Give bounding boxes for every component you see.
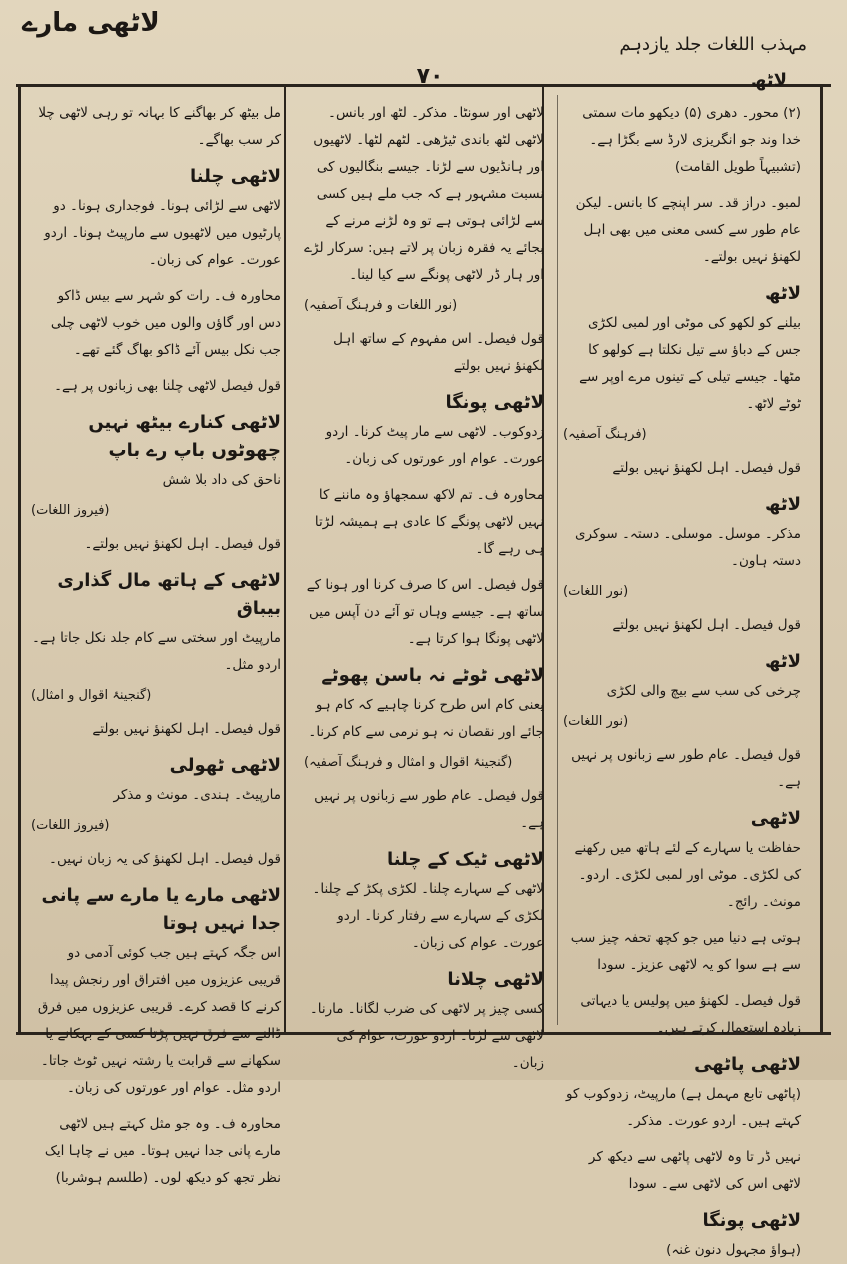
dictionary-entry xyxy=(563,805,801,916)
inner-column-rule xyxy=(557,95,558,1025)
entry-text: یعنی کام اس طرح کرنا چاہیے کہ کام ہو جائے اور نقصان نہ ہو نرمی سے کام کرنا۔ xyxy=(308,697,544,740)
entry-text: قول فیصل۔ عام طور سے زبانوں پر نہیں ہے۔ xyxy=(571,747,801,790)
entry-text: قول فیصل۔ اہل لکھنؤ نہیں بولتے xyxy=(612,460,801,476)
entry-text: قول فیصل۔ اہل لکھنؤ نہیں بولتے۔ xyxy=(84,536,281,552)
entry-headword: لاٹھ xyxy=(765,651,801,672)
dictionary-entry xyxy=(31,882,281,1102)
entry-text: چرخی کی سب سے بیچ والی لکڑی xyxy=(606,683,801,699)
running-title-left: لاٹھی مارے xyxy=(22,8,160,38)
dictionary-entry xyxy=(563,455,801,482)
page-number: ۷۰ xyxy=(416,64,444,89)
entry-text: محاورہ ف۔ تم لاکھ سمجھاؤ وہ ماننے کا نہیں لاٹھی پونگے کا عادی ہے ہمیشہ لڑتا ہی رہے گا۔ xyxy=(314,487,544,557)
entry-text: (ہواؤ مجہول دنون غنہ) xyxy=(666,1242,801,1258)
entry-headword: لاٹھی پاٹھی xyxy=(694,1054,801,1075)
entry-text: لاٹھی اور سونٹا۔ مذکر۔ لٹھ اور بانس۔ لاٹھی لٹھ باندی ٹیڑھی۔ لٹھم لٹھا۔ لاٹھیوں اور ہانڈیوں سے لڑنا۔ جیسے بنگالیوں کی نسبت مشہور ہے کہ جب ملے ہیں کسی سے لڑائی ہوتی ہے تو وہ لڑنے مرنے کے بجائے یہ فقرہ زبان پر لاتے ہیں: سرکار لڑے اور ہار ڈر لاٹھی پونگے سے کیا لینا۔ xyxy=(304,105,544,283)
entry-headword: لاٹھی کے ہاتھ مال گذاری بیباق xyxy=(57,570,281,619)
entry-text: مل بیٹھ کر بھاگنے کا بہانہ تو رہی لاٹھی چلا کر سب بھاگے۔ xyxy=(38,105,281,148)
entry-text: کسی چیز پر لاٹھی کی ضرب لگانا۔ مارنا۔ لاٹھی سے لڑنا۔ اردو عورت، عوام کی زبان۔ xyxy=(309,1001,544,1071)
entry-text: مذکر۔ موسل۔ موسلی۔ دستہ۔ سوکری دستہ ہاون۔ xyxy=(574,526,801,569)
entry-headword: لاٹھی xyxy=(750,808,801,829)
dictionary-entry xyxy=(31,1111,281,1192)
dictionary-entry xyxy=(304,572,544,653)
column-left xyxy=(31,100,281,1186)
dictionary-entry xyxy=(31,100,281,154)
entry-text: بیلنے کو لکھو کی موٹی اور لمبی لکڑی جس کے دباؤ سے تیل نکلتا ہے کولھو کا مٹھا۔ جیسے تیلی کے تینوں مرے اوپر سے ٹوٹے لاٹھ۔ xyxy=(579,315,801,412)
dictionary-entry xyxy=(31,163,281,274)
entry-headword: لاٹھی ٹھولی xyxy=(169,755,281,776)
entry-text: قول فیصل۔ اس کا صرف کرنا اور ہونا کے ساتھ ہے۔ جیسے وہاں تو آئے دن آپس میں لاٹھی پونگا ہوا کرتا ہے۔ xyxy=(306,577,544,647)
dictionary-entry xyxy=(31,567,281,679)
entry-headword: لاٹھی پونگا xyxy=(445,392,544,413)
dictionary-entry xyxy=(563,280,801,418)
column-divider-1 xyxy=(284,84,286,1034)
right-border-rule xyxy=(820,84,823,1034)
entry-source: (فیروز اللغات) xyxy=(31,818,110,833)
entry-text: قول فیصل۔ عام طور سے زبانوں پر نہیں ہے۔ xyxy=(314,788,544,831)
entry-source: (نور اللغات) xyxy=(563,584,629,599)
entry-text: زدوکوب۔ لاٹھی سے مار پیٹ کرنا۔ اردو عورت۔ عوام اور عورتوں کی زبان۔ xyxy=(325,424,544,467)
dictionary-entry xyxy=(563,925,801,979)
entry-source: (گنجینۂ اقوال و امثال و فرہنگ آصفیہ) xyxy=(304,755,513,770)
dictionary-entry xyxy=(304,966,544,1077)
dictionary-entry xyxy=(31,409,281,494)
entry-headword: لاٹھی مارے یا مارے سے پانی جدا نہیں ہوتا xyxy=(41,885,281,934)
entry-headword: لاٹھ xyxy=(765,494,801,515)
dictionary-entry xyxy=(563,491,801,575)
dictionary-entry xyxy=(31,752,281,809)
entry-text: لاٹھی سے لڑائی ہونا۔ فوجداری ہونا۔ دو پارٹیوں میں لاٹھیوں سے مارپیٹ ہونا۔ اردو عورت۔ عوام کی زبان۔ xyxy=(44,198,281,268)
entry-text: نہیں ڈر تا وہ لاٹھی پاٹھی سے دیکھ کر لاٹھی اس کی لاٹھی سے۔ سودا xyxy=(588,1149,801,1192)
entry-text: (پاٹھی تابع مہمل ہے) مارپیٹ، زدوکوب کو کہتے ہیں۔ اردو عورت۔ مذکر۔ xyxy=(565,1086,801,1129)
entry-text: محاورہ ف۔ رات کو شہر سے بیس ڈاکو دس اور گاؤں والوں میں خوب لاٹھی چلی جب نکل بیس آئے ڈاکو بھاگ گئے تھے۔ xyxy=(50,288,281,358)
column-middle xyxy=(304,100,544,1071)
entry-source: (گنجینۂ اقوال و امثال) xyxy=(31,688,152,703)
entry-text: محاورہ ف۔ وہ جو مثل کہتے ہیں لاٹھی مارے پانی جدا نہیں ہوتا۔ میں نے چاہا ایک نظر تجھ کو دیکھ لوں۔ (طلسم ہوشربا) xyxy=(44,1116,281,1186)
column-right xyxy=(563,100,801,1258)
entry-headword: لاٹھ xyxy=(765,283,801,304)
dictionary-entry xyxy=(31,283,281,364)
entry-text: قول فیصل۔ اہل لکھنؤ نہیں بولتے xyxy=(92,721,281,737)
entry-headword: لاٹھی ٹیک کے چلنا xyxy=(386,849,544,870)
left-border-rule xyxy=(18,84,21,1034)
entry-text: حفاظت یا سہارے کے لئے ہاتھ میں رکھنے کی لکڑی۔ موٹی اور لمبی لکڑی۔ اردو۔ مونث۔ رائج۔ xyxy=(574,840,801,910)
dictionary-entry xyxy=(563,988,801,1042)
entry-text: مارپیٹ اور سختی سے کام جلد نکل جاتا ہے۔ اردو مثل۔ xyxy=(32,630,281,673)
running-title-right: مہذب اللغات جلد یازدہم xyxy=(619,34,807,55)
dictionary-entry xyxy=(304,482,544,563)
entry-source: (نور اللغات) xyxy=(563,714,629,729)
entry-text: قول فیصل۔ اس مفہوم کے ساتھ اہل لکھنؤ نہیں بولتے xyxy=(333,331,544,374)
entry-text: قول فیصل۔ اہل لکھنؤ کی یہ زبان نہیں۔ xyxy=(49,851,281,867)
dictionary-entry xyxy=(563,1144,801,1198)
dictionary-entry xyxy=(563,1207,801,1264)
dictionary-entry xyxy=(304,846,544,957)
entry-text: لمبو۔ دراز قد۔ سر اپنچے کا بانس۔ لیکن عام طور سے کسی معنی میں بھی اہل لکھنؤ نہیں بولتے۔ xyxy=(575,195,801,265)
dictionary-entry xyxy=(304,389,544,473)
entry-source: (نور اللغات و فرہنگ آصفیہ) xyxy=(304,298,458,313)
entry-headword: لاٹھی کنارے بیٹھ نہیں چھوٹوں باپ رے باپ xyxy=(88,412,281,461)
dictionary-entry xyxy=(31,531,281,558)
entry-source: (فرہنگ آصفیہ) xyxy=(563,427,647,442)
entry-text: قول فیصل۔ لکھنؤ میں پولیس یا دیہاتی زیادہ استعمال کرتے ہیں۔ xyxy=(580,993,801,1036)
dictionary-entry xyxy=(563,648,801,705)
entry-text: مارپیٹ۔ ہندی۔ مونث و مذکر xyxy=(113,787,281,803)
dictionary-entry xyxy=(304,783,544,837)
dictionary-entry xyxy=(304,326,544,380)
dictionary-entry xyxy=(304,100,544,289)
entry-text: ناحق کی داد بلا شش xyxy=(162,472,281,488)
dictionary-entry xyxy=(31,716,281,743)
dictionary-entry xyxy=(563,100,801,181)
entry-headword: لاٹھی پونگا xyxy=(702,1210,801,1231)
dictionary-entry xyxy=(31,373,281,400)
dictionary-entry xyxy=(563,190,801,271)
dictionary-entry xyxy=(563,742,801,796)
entry-text: لاٹھی کے سہارے چلنا۔ لکڑی پکڑ کے چلنا۔ لکڑی کے سہارے سے رفتار کرنا۔ اردو عورت۔ عوام کی زبان۔ xyxy=(312,881,544,951)
entry-text: ہوتی ہے دنیا میں جو کچھ تحفہ چیز سب سے ہے سوا کو یہ لاٹھی عزیز۔ سودا xyxy=(570,930,801,973)
entry-source: (فیروز اللغات) xyxy=(31,503,110,518)
entry-headword: لاٹھی ٹوٹے نہ باسن پھوٹے xyxy=(321,665,544,686)
entry-text: (۲) محور۔ دھری (۵) دیکھو مات سمتی خدا وند جو انگریزی لارڈ سے بگڑا ہے۔ (تشبیہاً طویل القامت) xyxy=(582,105,801,175)
entry-text: قول فیصل۔ اہل لکھنؤ نہیں بولتے xyxy=(612,617,801,633)
guide-word: لاٹھ xyxy=(751,70,787,91)
dictionary-entry xyxy=(31,846,281,873)
entry-text: اس جگہ کہتے ہیں جب کوئی آدمی دو قریبی عزیزوں میں افتراق اور رنجش پیدا کرنے کا قصد کرے۔ قریبی عزیزوں میں فرق ڈالنے سے فرق نہیں پڑتا کسی کے بہکانے یا سکھانے سے قرابت یا رشتہ نہیں ٹوٹ جاتا۔ اردو مثل۔ عوام اور عورتوں کی زبان۔ xyxy=(37,945,281,1096)
dictionary-entry xyxy=(304,662,544,746)
dictionary-entry xyxy=(563,1051,801,1135)
entry-headword: لاٹھی چلانا xyxy=(447,969,544,990)
entry-headword: لاٹھی چلنا xyxy=(190,166,281,187)
dictionary-entry xyxy=(563,612,801,639)
entry-text: قول فیصل لاٹھی چلنا بھی زبانوں پر ہے۔ xyxy=(54,378,281,394)
